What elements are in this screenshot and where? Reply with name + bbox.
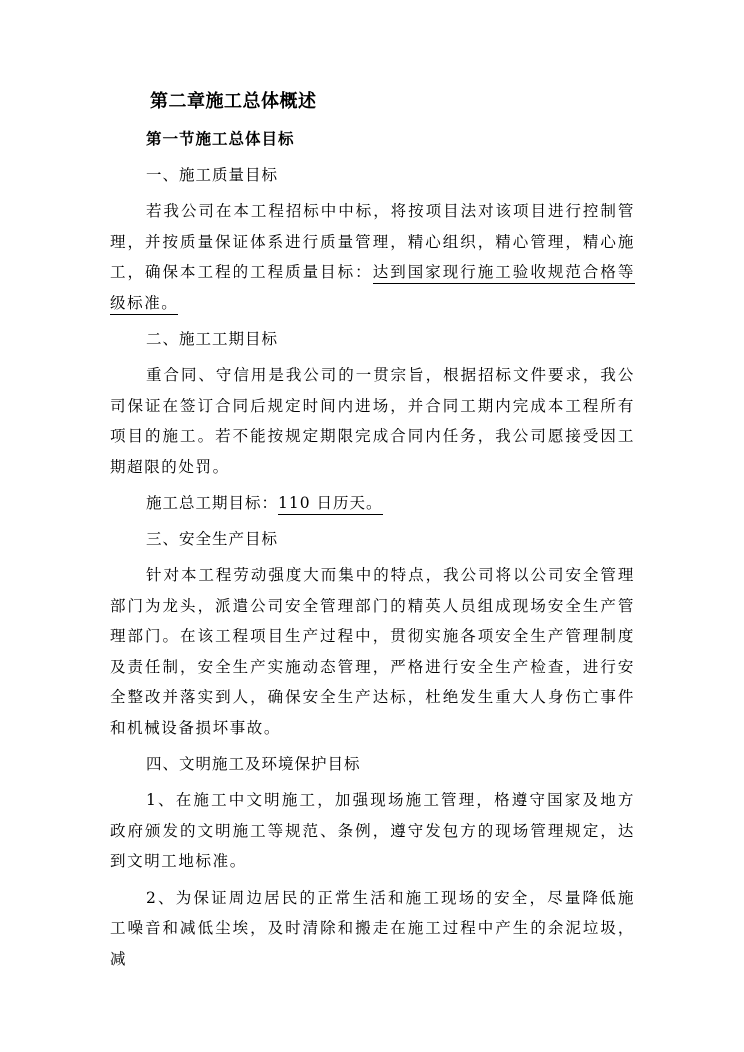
heading-quality: 一、施工质量目标 (146, 166, 279, 184)
paragraph-quality (110, 196, 635, 318)
paragraph-civilized-2: 2、为保证周边居民的正常生活和施工现场的安全，尽量降低施工噪音和减低尘埃，及时清除和搬走在施工过程中产生的余泥垃圾，减 (110, 888, 635, 968)
paragraph-schedule: 重合同、守信用是我公司的一贯宗旨，根据招标文件要求，我公司保证在签订合同后规定时间内进场，并合同工期内完成本工程所有项目的施工。若不能按规定期限完成合同内任务，我公司愿接受因工期超限的处罚。 (110, 366, 635, 476)
schedule-value: 110 日历天。 (278, 494, 383, 515)
heading-schedule: 二、施工工期目标 (146, 330, 279, 348)
schedule-label: 施工总工期目标： (146, 494, 279, 512)
section-title: 第一节施工总体目标 (146, 130, 295, 148)
paragraph-civilized-1: 1、在施工中文明施工，加强现场施工管理，格遵守国家及地方政府颁发的文明施工等规范、条例，遵守发包方的现场管理规定，达到文明工地标准。 (110, 791, 635, 870)
quality-text: 若我公司在本工程招标中中标，将按项目法对该项目进行控制管理，并按质量保证体系进行质量管理，精心组织，精心管理，精心施工，确保本工程的工程质量目标： (110, 202, 635, 281)
paragraph-safety: 针对本工程劳动强度大而集中的特点，我公司将以公司安全管理部门为龙头，派遣公司安全管理部门的精英人员组成现场安全生产管理部门。在该工程项目生产过程中，贯彻实施各项安全生产管理制度及责任制，安全生产实施动态管理，严格进行安全生产检查，进行安全整改并落实到人，确保安全生产达标，杜绝发生重大人身伤亡事件和机械设备损坏事故。 (110, 566, 635, 737)
document-body (110, 86, 635, 980)
chapter-title: 第二章施工总体概述 (150, 91, 317, 112)
heading-safety: 三、安全生产目标 (146, 530, 279, 548)
quality-target: 达到国家现行施工验收规范合格等级标准。 (110, 263, 635, 315)
heading-civilized: 四、文明施工及环境保护目标 (146, 755, 361, 773)
schedule-target-line (146, 488, 635, 518)
